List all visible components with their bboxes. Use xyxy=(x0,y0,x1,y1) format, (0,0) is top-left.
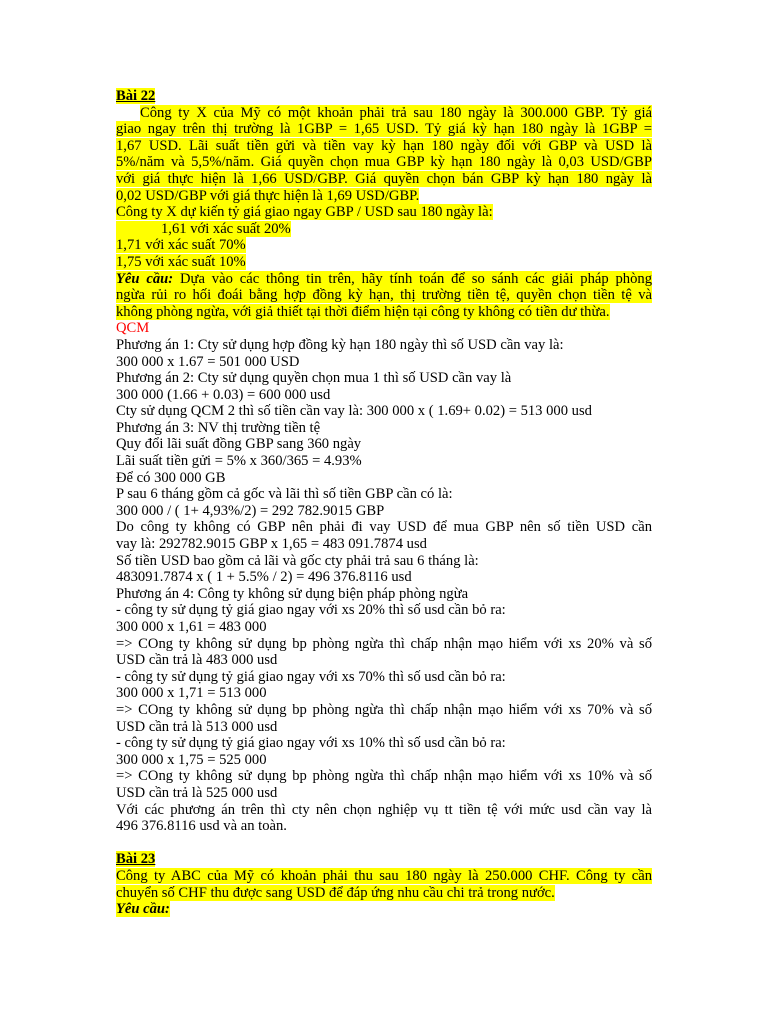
document-body xyxy=(116,88,652,918)
solution-line: Số tiền USD bao gồm cả lãi và gốc cty phải trả sau 6 tháng là: xyxy=(116,552,479,569)
solution-line: Phương án 1: Cty sử dụng hợp đồng kỳ hạn 180 ngày thì số USD cần vay là: xyxy=(116,336,564,353)
solution-line: Cty sử dụng QCM 2 thì số tiền cần vay là: 300 000 x ( 1.69+ 0.02) = 513 000 usd xyxy=(116,403,592,420)
solution-line: P sau 6 tháng gồm cả gốc và lãi thì số tiền GBP cần có là: xyxy=(116,486,453,503)
spacer xyxy=(116,835,652,852)
request-text: ngừa rủi ro hối đoái bằng hợp đồng kỳ hạn, thị trường tiền tệ, quyền chọn tiền tệ và xyxy=(116,287,652,304)
solution-line: - công ty sử dụng tỷ giá giao ngay với xs 70% thì số usd cần bỏ ra: xyxy=(116,668,506,685)
exercise-22-text-line: với giá thực hiện là 1,66 USD/GBP. Giá quyền chọn bán GBP kỳ hạn 180 ngày là xyxy=(116,170,652,187)
exercise-22-text-line: 5%/năm và 5,5%/năm. Giá quyền chọn mua GBP kỳ hạn 180 ngày là 0,03 USD/GBP xyxy=(116,154,652,171)
conclusion-line: => COng ty không sử dụng bp phòng ngừa thì chấp nhận mạo hiểm với xs 70% và số xyxy=(116,701,652,718)
conclusion-line: USD cần trả là 513 000 usd xyxy=(116,718,278,735)
request-text: không phòng ngừa, với giả thiết tại thời điểm hiện tại công ty không có tiền dư thừa. xyxy=(116,303,610,320)
forecast-intro: Công ty X dự kiến tỷ giá giao ngay GBP / USD sau 180 ngày là: xyxy=(116,204,493,221)
solution-line: 483091.7874 x ( 1 + 5.5% / 2) = 496 376.8116 usd xyxy=(116,569,412,586)
scenario-item: 1,71 với xác suất 70% xyxy=(116,237,246,254)
solution-line: 300 000 x 1,61 = 483 000 xyxy=(116,619,267,635)
solution-line: Phương án 3: NV thị trường tiền tệ xyxy=(116,419,321,436)
solution-line: - công ty sử dụng tỷ giá giao ngay với xs 20% thì số usd cần bỏ ra: xyxy=(116,602,506,619)
solution-line: vay là: 292782.9015 GBP x 1,65 = 483 091.7874 usd xyxy=(116,536,427,553)
exercise-22-title: Bài 22 xyxy=(116,88,156,104)
solution-line: 300 000 x 1.67 = 501 000 USD xyxy=(116,353,300,370)
solution-line: Để có 300 000 GB xyxy=(116,469,226,486)
solution-line: 300 000 / ( 1+ 4,93%/2) = 292 782.9015 GBP xyxy=(116,502,385,519)
solution-line: 300 000 x 1,71 = 513 000 xyxy=(116,685,267,702)
conclusion-line: => COng ty không sử dụng bp phòng ngừa thì chấp nhận mạo hiểm với xs 10% và số xyxy=(116,768,652,785)
solution-line: Quy đổi lãi suất đồng GBP sang 360 ngày xyxy=(116,436,362,453)
exercise-23-text-line: chuyển số CHF thu được sang USD để đáp ứng nhu cầu chi trả trong nước. xyxy=(116,884,555,901)
exercise-22-text-line: Công ty X của Mỹ có một khoản phải trả sau 180 ngày là 300.000 GBP. Tỷ giá xyxy=(140,104,652,121)
request-text: Dựa vào các thông tin trên, hãy tính toán để so sánh các giải pháp phòng xyxy=(173,270,652,287)
scenario-item: 1,75 với xác suất 10% xyxy=(116,253,246,270)
solution-line: Lãi suất tiền gửi = 5% x 360/365 = 4.93% xyxy=(116,453,362,470)
solution-line: 300 000 x 1,75 = 525 000 xyxy=(116,751,267,768)
request-label: Yêu cầu: xyxy=(116,270,174,287)
conclusion-line: USD cần trả là 483 000 usd xyxy=(116,652,278,669)
solution-heading: QCM xyxy=(116,320,150,337)
scenario-item: 1,61 với xác suất 20% xyxy=(116,221,291,237)
exercise-22-text-line: 0,02 USD/GBP với giá thực hiện là 1,69 USD/GBP. xyxy=(116,187,420,204)
exercise-22-text-line: 1,67 USD. Lãi suất tiền gửi và tiền vay kỳ hạn 180 ngày đối với GBP và USD là xyxy=(116,137,652,154)
final-conclusion-line: 496 376.8116 usd và an toàn. xyxy=(116,818,287,835)
solution-line: - công ty sử dụng tỷ giá giao ngay với xs 10% thì số usd cần bỏ ra: xyxy=(116,735,506,752)
solution-line: 300 000 (1.66 + 0.03) = 600 000 usd xyxy=(116,386,331,403)
request-line xyxy=(116,271,652,288)
solution-line: Phương án 2: Cty sử dụng quyền chọn mua 1 thì số USD cần vay là xyxy=(116,370,512,387)
final-conclusion-line: Với các phương án trên thì cty nên chọn nghiệp vụ tt tiền tệ với mức usd cần vay là xyxy=(116,801,652,818)
conclusion-line: USD cần trả là 525 000 usd xyxy=(116,784,278,801)
exercise-23-title: Bài 23 xyxy=(116,851,156,868)
request-label: Yêu cầu: xyxy=(116,901,170,918)
solution-line: Phương án 4: Công ty không sử dụng biện pháp phòng ngừa xyxy=(116,585,469,602)
solution-line: Do công ty không có GBP nên phải đi vay USD để mua GBP nên số tiền USD cần xyxy=(116,519,652,536)
conclusion-line: => COng ty không sử dụng bp phòng ngừa thì chấp nhận mạo hiểm với xs 20% và số xyxy=(116,635,652,652)
exercise-22-text-line: giao ngay trên thị trường là 1GBP = 1,65 USD. Tỷ giá kỳ hạn 180 ngày là 1GBP = xyxy=(116,121,652,138)
exercise-23-text-line: Công ty ABC của Mỹ có khoản phải thu sau 180 ngày là 250.000 CHF. Công ty cần xyxy=(116,867,652,884)
